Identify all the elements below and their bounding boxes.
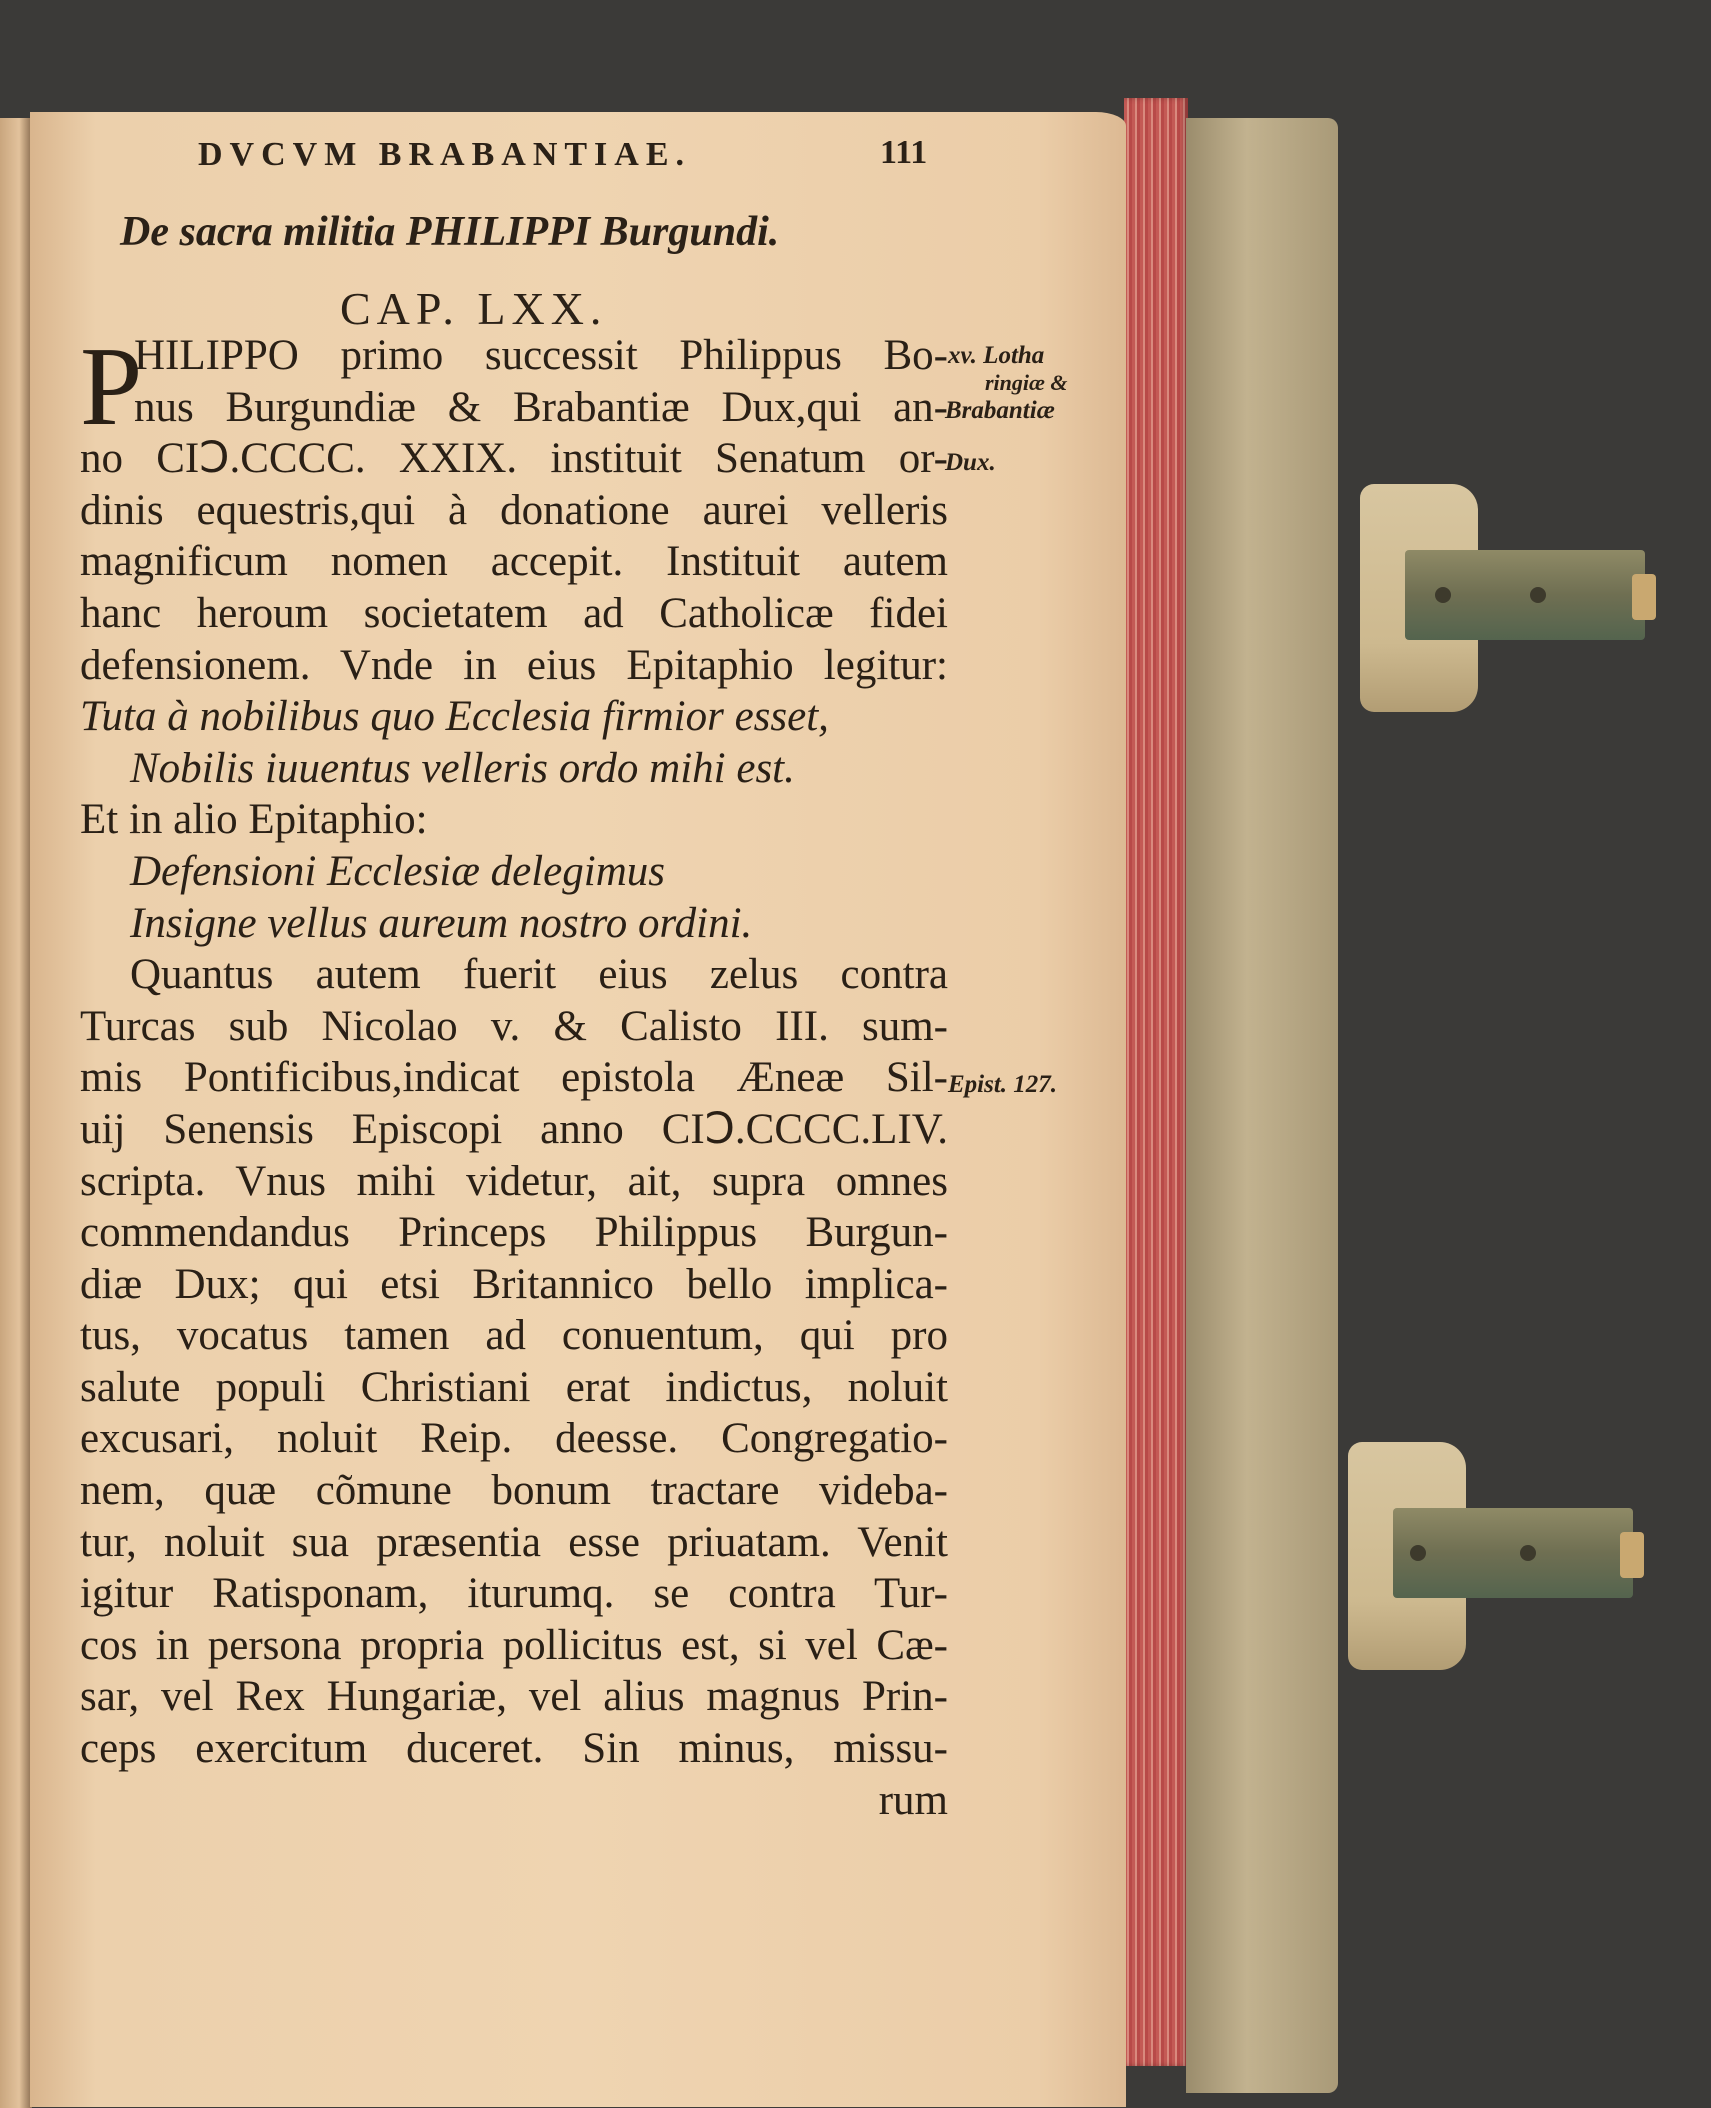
drop-cap: P xyxy=(80,325,143,449)
text-line: Nobilis iuuentus velleris ordo mihi est. xyxy=(130,744,795,792)
text-line: scripta. Vnus mihi videtur, ait, supra omnes xyxy=(80,1157,948,1205)
lower-clasp xyxy=(1348,1442,1648,1670)
running-head: DVCVM BRABANTIAE. xyxy=(198,136,692,173)
marginal-note: Epist. 127. xyxy=(948,1071,1058,1098)
text-line: Tuta à nobilibus quo Ecclesia firmior esset, xyxy=(80,693,829,741)
section-title: De sacra militia PHILIPPI Burgundi. xyxy=(120,209,780,255)
text-line: cos in persona propria pollicitus est, si vel Cæ- xyxy=(80,1621,948,1669)
book-cover-board xyxy=(1186,118,1338,2093)
text-line: defensionem. Vnde in eius Epitaphio legitur: xyxy=(80,641,948,689)
marginal-note: ringiæ & xyxy=(985,370,1068,395)
text-line: Et in alio Epitaphio: xyxy=(80,796,428,844)
text-line: Turcas sub Nicolao v. & Calisto III. sum- xyxy=(80,1002,948,1050)
text-line: excusari, noluit Reip. deesse. Congregatio- xyxy=(80,1415,948,1463)
text-line: sar, vel Rex Hungariæ, vel alius magnus Prin- xyxy=(80,1673,948,1721)
text-line: Quantus autem fuerit eius zelus contra xyxy=(130,951,948,999)
marginal-note: Brabantiæ xyxy=(945,397,1055,424)
chapter-heading: CAP. LXX. xyxy=(340,283,608,334)
text-line: salute populi Christiani erat indictus, noluit xyxy=(80,1363,948,1411)
text-line: Defensioni Ecclesiæ delegimus xyxy=(130,847,665,895)
text-line: nem, quæ cõmune bonum tractare videba- xyxy=(80,1467,948,1515)
text-line: hanc heroum societatem ad Catholicæ fidei xyxy=(80,589,948,637)
text-line: rum xyxy=(878,1776,948,1824)
body-text xyxy=(80,325,948,1826)
text-line: tur, noluit sua præsentia esse priuatam. Venit xyxy=(80,1518,948,1566)
text-line: tus, vocatus tamen ad conuentum, qui pro xyxy=(80,1312,948,1360)
page-edges-red xyxy=(1124,98,1188,2066)
marginal-note: Dux. xyxy=(945,449,996,476)
text-line: no CIↃ.CCCC. XXIX. instituit Senatum or- xyxy=(80,435,948,483)
text-line: commendandus Princeps Philippus Burgun- xyxy=(80,1209,948,1257)
marginal-note: xv. Lotha xyxy=(948,342,1045,369)
page-number: 111 xyxy=(880,134,928,171)
text-line: Insigne vellus aureum nostro ordini. xyxy=(130,899,753,947)
text-line: magnificum nomen accepit. Instituit autem xyxy=(80,538,948,586)
facing-page-edge xyxy=(0,118,32,2108)
text-line: HILIPPO primo successit Philippus Bo- xyxy=(134,332,948,379)
text-line: igitur Ratisponam, iturumq. se contra Tur- xyxy=(80,1570,948,1618)
text-line: ceps exercitum duceret. Sin minus, missu- xyxy=(80,1725,948,1773)
text-line: nus Burgundiæ & Brabantiæ Dux,qui an- xyxy=(134,383,948,431)
text-line: diæ Dux; qui etsi Britannico bello implica- xyxy=(80,1260,948,1308)
text-line: mis Pontificibus,indicat epistola Æneæ Sil- xyxy=(80,1054,948,1102)
text-line: uij Senensis Episcopi anno CIↃ.CCCC.LIV. xyxy=(80,1105,948,1153)
text-line: dinis equestris,qui à donatione aurei velleris xyxy=(80,486,948,534)
upper-clasp xyxy=(1360,484,1660,712)
